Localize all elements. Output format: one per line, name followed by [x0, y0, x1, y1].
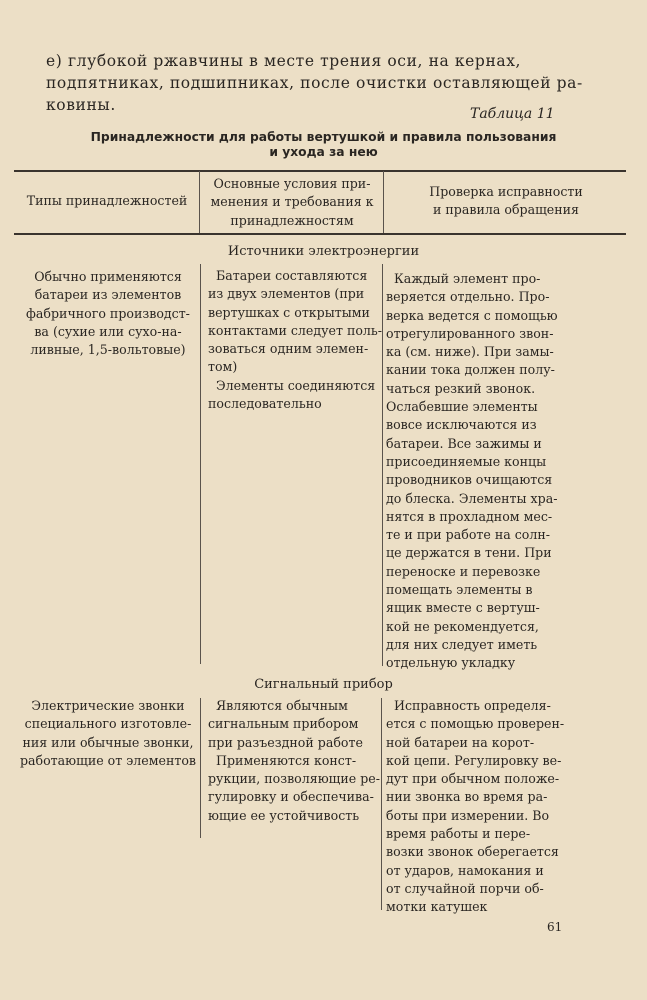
conditions-paragraph: Применяются конст-	[216, 752, 357, 768]
table-title	[0, 130, 647, 160]
page-number: 61	[547, 920, 563, 934]
intro-line: ковины.	[46, 96, 116, 114]
section-check-cell: Исправность определя- ется с помощью проверен- ной батареи на корот- кой цепи. Регулировку ве- дут при обычном положе- нии звонка во время ра- боты при измерении. Во время работы и пере- возки звонок оберегается от ударов, намокания и от случайной порчи об- мотки катушек	[386, 698, 565, 915]
table-title-line: Принадлежности для работы вертушкой и правила пользования	[90, 130, 557, 144]
column-divider	[200, 698, 201, 838]
section-check-cell: Каждый элемент про- веряется отдельно. Про- верка ведется с помощью отрегулированного звон- ка (см. ниже). При замы- кании тока должен полу- чаться резкий звонок. Ослабевшие элементы вовсе исключаются из батареи. Все зажимы и присоединяемые концы проводников очищаются до блеска. Элементы хра- нятся в прохладном мес- те и при работе на солн- це держатся в тени. При переноске и перевозке помещать элементы в ящик вместе с вертуш- кой не рекомендуется, для них следует иметь отдельную укладку	[386, 271, 558, 671]
section-title: Источники электроэнергии	[227, 244, 420, 259]
section-types-cell: Электрические звонки специального изготовле- ния или обычные звонки, работающие от элементов	[19, 698, 197, 768]
section-conditions-cell: Батареи составляются из двух элементов (при вертушках с открытыми контактами следует поль- зоваться одним элемен- том) Элементы соединяются последовательно	[208, 268, 383, 412]
intro-line: е) глубокой ржавчины в месте трения оси, на кернах,	[46, 52, 522, 70]
column-divider	[381, 698, 382, 910]
column-header-types: Типы принадлежностей	[26, 193, 188, 208]
column-divider	[383, 171, 384, 233]
column-divider	[382, 264, 383, 666]
header-bottom-rule	[14, 233, 626, 235]
section-title: Сигнальный прибор	[254, 677, 393, 692]
table-top-rule	[14, 170, 626, 172]
conditions-paragraph: Батареи составляются	[216, 268, 368, 283]
column-divider	[200, 264, 201, 664]
section-conditions-cell: Являются обычным сигнальным прибором при разъездной работе Применяются конст- рукции, позволяющие ре- гулировку и обеспечива- ющие ее устойчивость	[208, 698, 380, 823]
column-header-conditions: Основные условия при- менения и требования к принадлежностям	[210, 176, 374, 228]
column-header-check: Проверка исправности и правила обращения	[429, 184, 583, 218]
section-types-cell: Обычно применяются батареи из элементов фабричного производст- ва (сухие или сухо-на- ливные, 1,5-вольтовые)	[26, 269, 190, 358]
table-label: Таблица 11	[470, 106, 555, 122]
intro-line: подпятниках, подшипниках, после очистки оставляющей ра-	[46, 74, 583, 92]
column-divider	[199, 171, 200, 233]
table-title-line: и ухода за нею	[269, 145, 378, 159]
conditions-paragraph: Являются обычным	[216, 698, 348, 713]
conditions-paragraph: Элементы соединяются	[216, 377, 376, 393]
